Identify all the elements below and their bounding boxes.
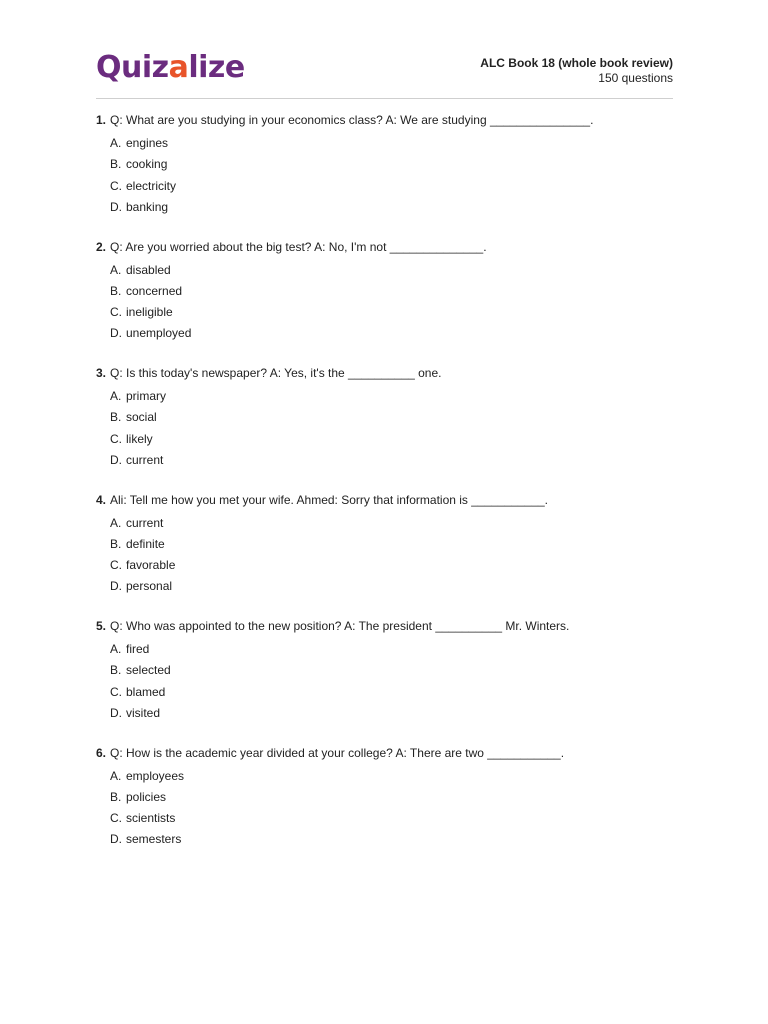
page-header <box>96 50 673 96</box>
answer-option: C. ineligible <box>110 305 173 320</box>
question-text: Q: Are you worried about the big test? A: No, I'm not ______________. <box>110 239 487 254</box>
answer-option: D. unemployed <box>110 326 192 341</box>
question-6 <box>96 745 673 872</box>
question-3 <box>96 365 673 492</box>
answer-option: B. concerned <box>110 283 183 298</box>
answer-option: D. visited <box>110 705 161 720</box>
document-title: ALC Book 18 (whole book review) <box>480 56 673 70</box>
answer-options <box>110 135 176 220</box>
question-text: Q: Is this today's newspaper? A: Yes, it's the __________ one. <box>110 366 442 380</box>
answer-option: B. policies <box>110 789 167 804</box>
question-text: Ali: Tell me how you met your wife. Ahmed: Sorry that information is ___________. <box>110 492 549 507</box>
question-number: 6. <box>96 745 107 760</box>
answer-option: B. selected <box>110 663 171 678</box>
answer-options <box>110 388 166 473</box>
answer-options <box>110 768 184 853</box>
answer-option: D. semesters <box>110 832 182 847</box>
answer-option: A. current <box>110 515 164 530</box>
question-number: 5. <box>96 619 107 633</box>
quizalize-logo: Quizalize <box>96 50 245 85</box>
question-5 <box>96 618 673 745</box>
question-list <box>96 112 673 871</box>
answer-option: D. personal <box>110 579 173 594</box>
answer-option: B. cooking <box>110 157 168 172</box>
question-number: 1. <box>96 113 107 127</box>
answer-option: A. primary <box>110 389 167 403</box>
answer-option: C. electricity <box>110 178 177 193</box>
question-count: 150 questions <box>598 71 673 85</box>
answer-option: D. current <box>110 452 164 467</box>
answer-option: C. blamed <box>110 684 166 699</box>
answer-option: A. fired <box>110 642 150 656</box>
answer-option: D. banking <box>110 199 169 214</box>
question-4 <box>96 492 673 619</box>
question-number: 3. <box>96 366 107 380</box>
answer-options <box>110 641 171 726</box>
answer-option: C. likely <box>110 431 153 446</box>
question-number: 4. <box>96 492 107 507</box>
answer-option: C. favorable <box>110 558 176 573</box>
question-2 <box>96 239 673 366</box>
document-info <box>480 56 673 86</box>
answer-option: B. social <box>110 410 157 425</box>
answer-options <box>110 515 175 600</box>
question-number: 2. <box>96 239 107 254</box>
answer-option: A. disabled <box>110 262 171 277</box>
answer-options <box>110 262 191 347</box>
question-text: Q: What are you studying in your economics class? A: We are studying _______________. <box>110 113 594 127</box>
answer-option: A. engines <box>110 136 169 150</box>
question-text: Q: How is the academic year divided at your college? A: There are two ___________. <box>110 745 565 760</box>
answer-option: C. scientists <box>110 811 176 826</box>
header-divider <box>96 98 673 99</box>
question-text: Q: Who was appointed to the new position? A: The president __________ Mr. Winters. <box>110 619 570 633</box>
answer-option: B. definite <box>110 536 165 551</box>
answer-option: A. employees <box>110 768 185 783</box>
question-1 <box>96 112 673 239</box>
